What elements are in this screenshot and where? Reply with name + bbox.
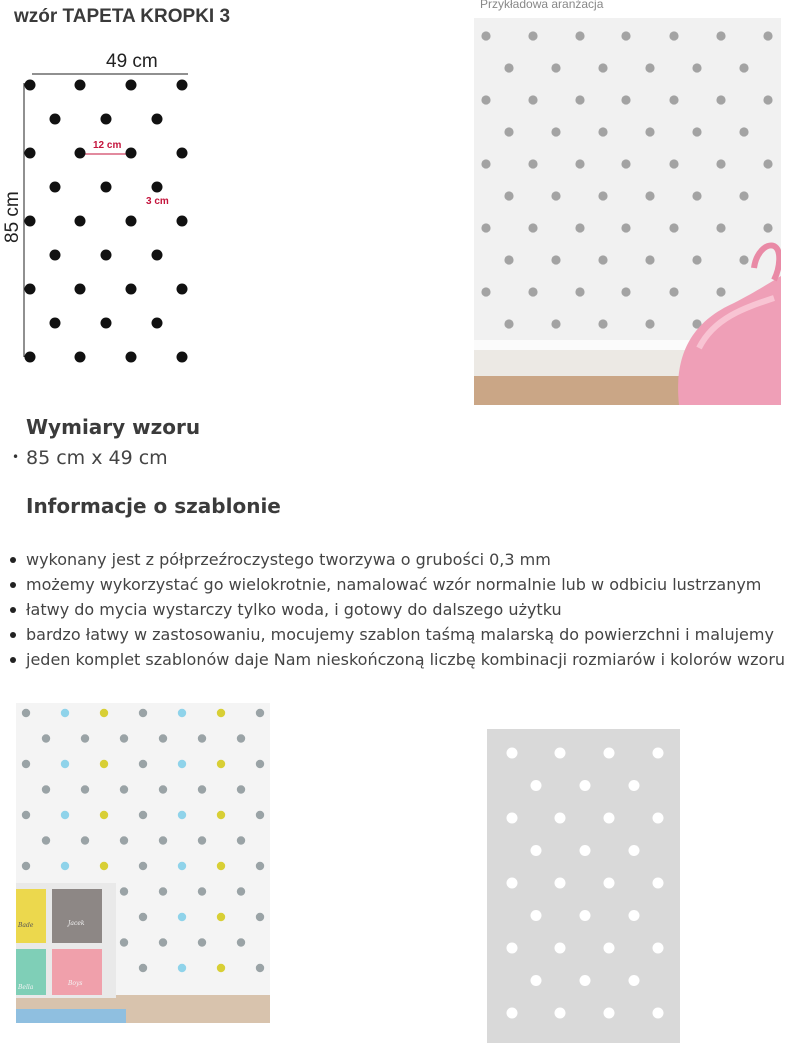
wall-dot	[763, 223, 772, 232]
wall-dot	[120, 938, 128, 946]
wall-dot	[551, 255, 560, 264]
wall-dot	[504, 127, 513, 136]
wall-dot	[598, 63, 607, 72]
dimensions-heading: Wymiary wzoru	[26, 415, 201, 439]
stencil-hole	[629, 975, 640, 986]
pattern-dot	[126, 216, 137, 227]
wall-dot	[139, 862, 147, 870]
wall-dot	[100, 760, 108, 768]
pattern-dot	[25, 80, 36, 91]
page-title: wzór TAPETA KROPKI 3	[14, 6, 231, 27]
pattern-dot	[152, 250, 163, 261]
wall-dot	[528, 159, 537, 168]
wall-dot	[739, 63, 748, 72]
wall-dot	[575, 95, 584, 104]
wall-dot	[100, 709, 108, 717]
wall-dot	[504, 191, 513, 200]
wall-dot	[217, 811, 225, 819]
wall-dot	[481, 223, 490, 232]
pattern-dot	[50, 318, 61, 329]
stencil-hole	[555, 943, 566, 954]
wall-dot	[100, 811, 108, 819]
stencil-hole	[507, 813, 518, 824]
stencil-sheet-photo	[487, 729, 680, 1043]
stencil-hole	[604, 1008, 615, 1019]
stencil-hole	[580, 845, 591, 856]
dimensions-bullet: •	[12, 450, 20, 464]
pattern-dot	[177, 216, 188, 227]
stencil-hole	[653, 943, 664, 954]
wall-dot	[481, 287, 490, 296]
wall-dot	[716, 223, 725, 232]
wall-dot	[669, 159, 678, 168]
wall-dot	[598, 255, 607, 264]
sample-arrangement-photo	[474, 18, 781, 405]
pattern-dot	[75, 216, 86, 227]
stencil-hole	[629, 845, 640, 856]
wall-dot	[739, 191, 748, 200]
pattern-dot	[50, 250, 61, 261]
wall-dot	[621, 159, 630, 168]
wall-dot	[178, 862, 186, 870]
wall-dot	[256, 862, 264, 870]
wall-dot	[159, 785, 167, 793]
pattern-dot	[177, 148, 188, 159]
wall-dot	[575, 31, 584, 40]
height-label: 85 cm	[2, 191, 23, 243]
wall-dot	[551, 319, 560, 328]
stencil-hole	[604, 878, 615, 889]
wall-dot	[22, 709, 30, 717]
wall-dot	[237, 887, 245, 895]
stencil-hole	[555, 813, 566, 824]
wall-dot	[159, 734, 167, 742]
width-label: 49 cm	[106, 51, 158, 72]
wall-dot	[81, 836, 89, 844]
wall-dot	[256, 913, 264, 921]
stencil-hole	[580, 780, 591, 791]
pattern-dot	[75, 80, 86, 91]
pattern-dot	[25, 216, 36, 227]
stencil-hole	[555, 748, 566, 759]
wall-dot	[669, 223, 678, 232]
stencil-hole	[604, 813, 615, 824]
wall-dot	[198, 938, 206, 946]
storage-box-pink	[52, 949, 102, 995]
wall-dot	[237, 785, 245, 793]
wall-dot	[139, 964, 147, 972]
wall-dot	[692, 191, 701, 200]
stencil-hole	[555, 878, 566, 889]
pattern-dot	[177, 284, 188, 295]
wall-dot	[178, 964, 186, 972]
list-item: jeden komplet szablonów daje Nam nieskończoną liczbę kombinacji rozmiarów i kolorów wzoru	[8, 647, 801, 672]
box-label: Bade	[18, 922, 34, 929]
wall-dot	[217, 760, 225, 768]
wall-dot	[481, 159, 490, 168]
wall-dot	[645, 63, 654, 72]
wall-dot	[81, 734, 89, 742]
storage-box-yellow	[16, 889, 46, 943]
wall-dot	[61, 760, 69, 768]
wall-dot	[198, 785, 206, 793]
wall-dot	[198, 887, 206, 895]
wall-dot	[739, 255, 748, 264]
wall-dot	[528, 31, 537, 40]
wall-dot	[100, 862, 108, 870]
wall-dot	[598, 127, 607, 136]
box-label: Boys	[68, 980, 83, 987]
wall-dot	[120, 734, 128, 742]
wall-dot	[178, 811, 186, 819]
info-list	[8, 547, 801, 672]
wall-dot	[22, 811, 30, 819]
wall-dot	[504, 255, 513, 264]
pattern-dot	[75, 284, 86, 295]
wall-dot	[22, 760, 30, 768]
wall-dot	[81, 785, 89, 793]
wall-dot	[645, 191, 654, 200]
bullet	[10, 632, 16, 638]
wall-dot	[139, 913, 147, 921]
wall-dot	[763, 95, 772, 104]
wall-dot	[645, 255, 654, 264]
stencil-hole	[507, 943, 518, 954]
wall-dot	[692, 127, 701, 136]
wall-dot	[621, 223, 630, 232]
wall-dot	[739, 127, 748, 136]
spacing-v-label: 3 cm	[146, 196, 169, 207]
stencil-hole	[507, 878, 518, 889]
wall-dot	[763, 31, 772, 40]
wall-dot	[575, 223, 584, 232]
bullet	[10, 607, 16, 613]
stencil-hole	[653, 878, 664, 889]
pattern-dot	[177, 80, 188, 91]
wall-dot	[716, 31, 725, 40]
pattern-dot	[126, 284, 137, 295]
pattern-dots	[25, 80, 188, 363]
bullet	[10, 582, 16, 588]
kids-room-photo	[16, 703, 270, 1023]
pattern-dot	[177, 352, 188, 363]
wall-dot	[481, 31, 490, 40]
stencil-hole	[653, 1008, 664, 1019]
stencil-hole	[531, 975, 542, 986]
wall-dot	[237, 938, 245, 946]
box-label: Bella	[18, 984, 34, 991]
wall-dot	[178, 760, 186, 768]
wall-dot	[139, 760, 147, 768]
pattern-dot	[152, 182, 163, 193]
wall-dot	[692, 255, 701, 264]
list-item: wykonany jest z półprzeźroczystego tworzywa o grubości 0,3 mm	[8, 547, 801, 572]
wall-dot	[669, 31, 678, 40]
wall-dot	[120, 836, 128, 844]
stencil-hole	[507, 748, 518, 759]
stencil-hole	[653, 813, 664, 824]
list-item: łatwy do mycia wystarczy tylko woda, i gotowy do dalszego użytku	[8, 597, 801, 622]
list-item: możemy wykorzystać go wielokrotnie, namalować wzór normalnie lub w odbiciu lustrzanym	[8, 572, 801, 597]
pattern-dot	[152, 114, 163, 125]
wall-dot	[504, 319, 513, 328]
wall-dot	[120, 785, 128, 793]
bullet	[10, 657, 16, 663]
wall-dot	[256, 760, 264, 768]
wall-dot	[42, 785, 50, 793]
wall-dot	[551, 63, 560, 72]
pattern-dot	[126, 80, 137, 91]
wall-dot	[22, 862, 30, 870]
wall-dot	[716, 95, 725, 104]
wall-dot	[763, 159, 772, 168]
sample-photo-caption: Przykładowa aranżacja	[480, 0, 604, 11]
storage-box-grey	[52, 889, 102, 943]
wall-dot	[178, 709, 186, 717]
wall-dot	[42, 734, 50, 742]
wall-dot	[198, 836, 206, 844]
wall-dot	[504, 63, 513, 72]
wall-dot	[575, 159, 584, 168]
wall-dot	[256, 709, 264, 717]
wall-dot	[528, 223, 537, 232]
dimensions-value: 85 cm x 49 cm	[26, 447, 168, 469]
wall-dot	[481, 95, 490, 104]
wall-dot	[528, 287, 537, 296]
wall-dot	[551, 127, 560, 136]
wall-dot	[528, 95, 537, 104]
stencil-hole	[531, 845, 542, 856]
wall-dot	[139, 811, 147, 819]
pattern-dot	[50, 114, 61, 125]
wall-dot	[716, 159, 725, 168]
stencil-hole	[507, 1008, 518, 1019]
wall-dot	[256, 811, 264, 819]
stencil-hole	[580, 910, 591, 921]
pattern-dot	[50, 182, 61, 193]
wall-dot	[237, 836, 245, 844]
spacing-h-label: 12 cm	[93, 140, 122, 151]
stencil-hole	[653, 748, 664, 759]
wall-dot	[716, 287, 725, 296]
wall-dot	[598, 319, 607, 328]
wall-dot	[217, 709, 225, 717]
wall-dot	[139, 709, 147, 717]
wall-dot	[621, 95, 630, 104]
pattern-dot	[25, 284, 36, 295]
wall-dot	[692, 63, 701, 72]
pattern-dot	[152, 318, 163, 329]
wall-dot	[621, 31, 630, 40]
stencil-hole	[531, 780, 542, 791]
bullet	[10, 557, 16, 563]
stencil-hole	[629, 780, 640, 791]
pattern-dot	[75, 148, 86, 159]
wall-dot	[669, 287, 678, 296]
wall-dot	[159, 938, 167, 946]
wall-dot	[42, 836, 50, 844]
stencil-hole	[531, 910, 542, 921]
wall-dot	[61, 811, 69, 819]
pattern-dot	[101, 114, 112, 125]
info-heading: Informacje o szablonie	[26, 494, 281, 518]
pattern-dot	[101, 182, 112, 193]
wall-dot	[178, 913, 186, 921]
stencil-hole	[604, 748, 615, 759]
wall-dot	[551, 191, 560, 200]
wall-dot	[61, 709, 69, 717]
pattern-dot	[101, 250, 112, 261]
pattern-dot	[126, 148, 137, 159]
list-item: bardzo łatwy w zastosowaniu, mocujemy szablon taśmą malarską do powierzchni i malujemy	[8, 622, 801, 647]
pattern-dot	[25, 148, 36, 159]
stencil-hole	[604, 943, 615, 954]
wall-dot	[198, 734, 206, 742]
wall-dot	[645, 127, 654, 136]
wall-dot	[256, 964, 264, 972]
wall-dot	[237, 734, 245, 742]
wall-dot	[120, 887, 128, 895]
wall-dot	[159, 887, 167, 895]
pattern-diagram	[0, 45, 200, 370]
wall-dot	[61, 862, 69, 870]
stencil-hole	[580, 975, 591, 986]
wall-dot	[669, 95, 678, 104]
wall-dot	[598, 191, 607, 200]
stencil-hole	[555, 1008, 566, 1019]
pattern-dot	[101, 318, 112, 329]
wall-dot	[217, 964, 225, 972]
wall-dot	[217, 913, 225, 921]
wall-dot	[621, 287, 630, 296]
pattern-dot	[25, 352, 36, 363]
pattern-dot	[126, 352, 137, 363]
wall-dot	[645, 319, 654, 328]
box-label: Jacek	[68, 920, 85, 927]
wall-dot	[159, 836, 167, 844]
wall-dot	[575, 287, 584, 296]
stencil-hole	[629, 910, 640, 921]
wall-dot	[217, 862, 225, 870]
pattern-dot	[75, 352, 86, 363]
